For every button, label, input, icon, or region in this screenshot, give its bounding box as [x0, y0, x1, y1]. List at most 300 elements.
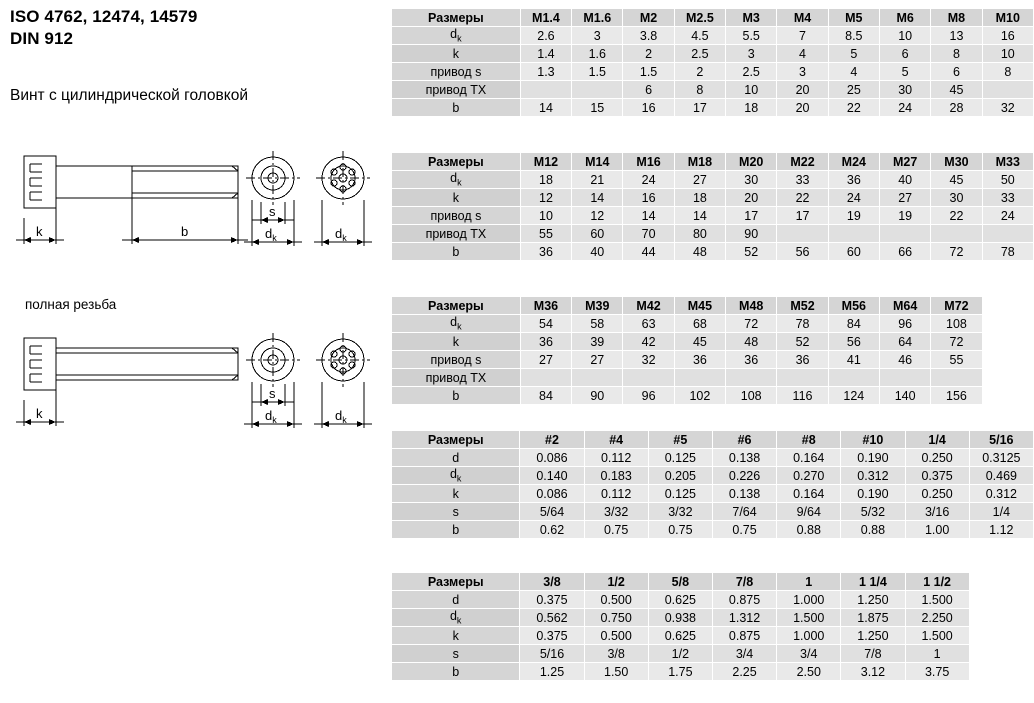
table-cell	[777, 369, 828, 387]
drawing-label-s: s	[269, 204, 276, 219]
row-header: b	[392, 99, 521, 117]
table-row	[392, 467, 1034, 485]
table-row	[392, 243, 1034, 261]
table-cell	[777, 225, 828, 243]
table-cell: 0.938	[648, 609, 712, 627]
table-cell: 0.75	[712, 521, 776, 539]
table-cell: 14	[674, 207, 725, 225]
row-header: привод TX	[392, 81, 521, 99]
table-cell: 50	[982, 171, 1033, 189]
table-cell: 4	[828, 63, 879, 81]
column-header: M64	[879, 297, 930, 315]
table-cell: 0.270	[777, 467, 841, 485]
table-row	[392, 521, 1034, 539]
table-cell: 5/16	[520, 645, 584, 663]
table-cell: 0.112	[584, 449, 648, 467]
table-header-label: Размеры	[392, 9, 521, 27]
table-cell: 5/64	[520, 503, 584, 521]
table-cell: 0.312	[841, 467, 905, 485]
row-header: b	[392, 387, 521, 405]
column-header: M52	[777, 297, 828, 315]
table-cell: 0.500	[584, 627, 648, 645]
row-header: d	[392, 591, 520, 609]
column-header: M45	[674, 297, 725, 315]
table-cell: 22	[828, 99, 879, 117]
table-cell	[931, 369, 982, 387]
table-cell: 36	[520, 243, 571, 261]
table-cell: 116	[777, 387, 828, 405]
table-cell: 1.000	[777, 627, 841, 645]
table-cell: 44	[623, 243, 674, 261]
table-cell: 102	[674, 387, 725, 405]
table-cell: 36	[674, 351, 725, 369]
table-cell: 12	[520, 189, 571, 207]
column-header: M8	[931, 9, 982, 27]
table-row	[392, 171, 1034, 189]
table-cell: 1.250	[841, 591, 905, 609]
table-cell: 0.190	[841, 449, 905, 467]
table-cell: 124	[828, 387, 879, 405]
table-cell: 16	[623, 99, 674, 117]
table-cell	[828, 369, 879, 387]
table-cell: 0.086	[520, 449, 584, 467]
table-cell	[572, 369, 623, 387]
table-cell: 2	[674, 63, 725, 81]
table-cell: 30	[931, 189, 982, 207]
table-cell: 27	[572, 351, 623, 369]
table-cell: 3/8	[584, 645, 648, 663]
table-cell: 24	[623, 171, 674, 189]
table-cell: 0.88	[777, 521, 841, 539]
row-header: b	[392, 521, 520, 539]
table-cell	[982, 351, 1033, 369]
table-cell: 0.875	[712, 591, 776, 609]
table-cell: 0.183	[584, 467, 648, 485]
column-header: 1/2	[584, 573, 648, 591]
table-row	[392, 99, 1034, 117]
table-cell	[982, 369, 1033, 387]
drawing-label-k: k	[36, 224, 43, 239]
table-cell: 17	[726, 207, 777, 225]
table-cell: 56	[777, 243, 828, 261]
table-cell: 108	[931, 315, 982, 333]
table-cell	[982, 387, 1033, 405]
table-row	[392, 333, 1034, 351]
table-cell: 14	[520, 99, 571, 117]
column-header: 1 1/4	[841, 573, 905, 591]
table-cell: 72	[931, 243, 982, 261]
table-cell: 0.205	[648, 467, 712, 485]
table-cell: 6	[931, 63, 982, 81]
table-cell: 33	[982, 189, 1033, 207]
table-cell: 70	[623, 225, 674, 243]
table-cell: 1.500	[905, 627, 969, 645]
table-cell: 45	[931, 81, 982, 99]
table-cell: 54	[520, 315, 571, 333]
table-cell: 0.140	[520, 467, 584, 485]
table-cell: 0.190	[841, 485, 905, 503]
table-cell: 0.164	[777, 449, 841, 467]
table-cell: 10	[726, 81, 777, 99]
table-cell: 0.226	[712, 467, 776, 485]
table-cell: 90	[572, 387, 623, 405]
table-header-label: Размеры	[392, 153, 521, 171]
table-cell: 72	[931, 333, 982, 351]
column-header: M36	[520, 297, 571, 315]
table-cell: 0.62	[520, 521, 584, 539]
table-cell: 15	[572, 99, 623, 117]
table-cell: 7	[777, 27, 828, 45]
table-cell	[969, 591, 1033, 609]
row-header: привод s	[392, 351, 521, 369]
drawing-label-dk-center-2: $d_k$	[265, 408, 277, 425]
table-cell: 1.00	[905, 521, 969, 539]
table-cell: 1.6	[572, 45, 623, 63]
row-header: привод s	[392, 207, 521, 225]
table-cell: 1.312	[712, 609, 776, 627]
column-header: 5/8	[648, 573, 712, 591]
table-cell: 3/32	[648, 503, 712, 521]
table-cell: 45	[674, 333, 725, 351]
table-cell: 0.75	[584, 521, 648, 539]
column-header: 7/8	[712, 573, 776, 591]
row-header: привод TX	[392, 225, 521, 243]
table-cell	[969, 609, 1033, 627]
table-cell: 46	[879, 351, 930, 369]
table-cell: 1.250	[841, 627, 905, 645]
table-cell: 1.50	[584, 663, 648, 681]
table-cell: 1.12	[969, 521, 1033, 539]
dimension-table	[391, 296, 1034, 405]
column-header: M10	[982, 9, 1033, 27]
table-cell: 2.250	[905, 609, 969, 627]
table-cell	[969, 645, 1033, 663]
left-column	[0, 0, 386, 703]
column-header: M39	[572, 297, 623, 315]
table-cell	[982, 315, 1033, 333]
table-row	[392, 609, 1034, 627]
table-cell: 0.250	[905, 449, 969, 467]
table-cell: 32	[623, 351, 674, 369]
table-cell: 42	[623, 333, 674, 351]
column-header: M6	[879, 9, 930, 27]
table-row	[392, 591, 1034, 609]
table-cell	[982, 225, 1033, 243]
column-header: #5	[648, 431, 712, 449]
screw-drawing-partial-thread	[2, 140, 388, 290]
table-cell	[879, 369, 930, 387]
table-cell: 0.375	[520, 591, 584, 609]
table-cell: 14	[623, 207, 674, 225]
dimension-table-metric-medium	[391, 152, 1034, 261]
table-cell	[520, 81, 571, 99]
page-title	[10, 6, 370, 50]
column-header: M12	[520, 153, 571, 171]
table-cell: 0.125	[648, 485, 712, 503]
table-cell: 39	[572, 333, 623, 351]
table-cell: 27	[520, 351, 571, 369]
row-header: $d_k$	[392, 315, 521, 333]
table-row	[392, 207, 1034, 225]
table-row	[392, 387, 1034, 405]
column-header: M33	[982, 153, 1033, 171]
table-row	[392, 225, 1034, 243]
column-header: M72	[931, 297, 982, 315]
table-cell	[879, 225, 930, 243]
table-cell: 27	[674, 171, 725, 189]
table-cell: 80	[674, 225, 725, 243]
column-header: 1/4	[905, 431, 969, 449]
row-header: $d_k$	[392, 609, 520, 627]
table-cell: 84	[520, 387, 571, 405]
column-header: M24	[828, 153, 879, 171]
table-row	[392, 627, 1034, 645]
table-cell: 63	[623, 315, 674, 333]
column-header: M16	[623, 153, 674, 171]
column-header: M1.4	[520, 9, 571, 27]
table-cell: 10	[982, 45, 1033, 63]
full-thread-label: полная резьба	[25, 297, 117, 312]
table-cell: 17	[674, 99, 725, 117]
table-cell: 3.75	[905, 663, 969, 681]
dimension-table-imperial-large	[391, 572, 1034, 681]
table-cell: 18	[520, 171, 571, 189]
table-cell: 0.138	[712, 449, 776, 467]
dimension-table	[391, 572, 1034, 681]
table-row	[392, 351, 1034, 369]
table-cell	[982, 81, 1033, 99]
table-cell: 0.125	[648, 449, 712, 467]
screw-drawing-full-thread	[2, 322, 388, 472]
drawing-label-b: b	[181, 224, 189, 239]
table-cell: 0.164	[777, 485, 841, 503]
table-cell: 56	[828, 333, 879, 351]
column-header: M27	[879, 153, 930, 171]
table-row	[392, 449, 1034, 467]
row-header: $d_k$	[392, 27, 521, 45]
table-cell: 4	[777, 45, 828, 63]
table-cell: 78	[982, 243, 1033, 261]
table-cell: 16	[623, 189, 674, 207]
table-cell: 1.875	[841, 609, 905, 627]
column-header: M18	[674, 153, 725, 171]
page-title-line-1: ISO 4762, 12474, 14579	[10, 7, 198, 26]
table-cell: 40	[879, 171, 930, 189]
table-cell: 8	[931, 45, 982, 63]
table-row	[392, 503, 1034, 521]
table-cell: 5.5	[726, 27, 777, 45]
table-cell: 24	[828, 189, 879, 207]
table-cell: 84	[828, 315, 879, 333]
column-header: M14	[572, 153, 623, 171]
table-cell: 0.562	[520, 609, 584, 627]
table-cell: 1.3	[520, 63, 571, 81]
table-cell: 5	[879, 63, 930, 81]
table-cell: 0.88	[841, 521, 905, 539]
table-cell: 30	[726, 171, 777, 189]
table-cell: 64	[879, 333, 930, 351]
table-row	[392, 81, 1034, 99]
table-cell: 2.25	[712, 663, 776, 681]
table-cell	[931, 225, 982, 243]
table-header-label: Размеры	[392, 431, 520, 449]
table-cell: 36	[726, 351, 777, 369]
table-cell: 40	[572, 243, 623, 261]
dimension-table-imperial-small	[391, 430, 1034, 539]
drawing-label-dk-center: $d_k$	[265, 226, 277, 243]
column-header: M56	[828, 297, 879, 315]
table-cell	[572, 81, 623, 99]
table-cell: 2.5	[726, 63, 777, 81]
table-cell	[828, 225, 879, 243]
column-header: 3/8	[520, 573, 584, 591]
drawing-label-s-2: s	[269, 386, 276, 401]
table-cell: 60	[572, 225, 623, 243]
column-header: M30	[931, 153, 982, 171]
table-row	[392, 315, 1034, 333]
table-cell: 10	[520, 207, 571, 225]
row-header: s	[392, 503, 520, 521]
table-cell: 30	[879, 81, 930, 99]
table-cell: 32	[982, 99, 1033, 117]
table-cell: 45	[931, 171, 982, 189]
column-header: M4	[777, 9, 828, 27]
table-header-label: Размеры	[392, 573, 520, 591]
table-cell: 2	[623, 45, 674, 63]
column-header: 1	[777, 573, 841, 591]
row-header: $d_k$	[392, 467, 520, 485]
column-header	[969, 573, 1033, 591]
table-cell: 33	[777, 171, 828, 189]
row-header: k	[392, 45, 521, 63]
table-cell: 0.086	[520, 485, 584, 503]
table-cell: 3.8	[623, 27, 674, 45]
column-header: M42	[623, 297, 674, 315]
table-cell: 1.000	[777, 591, 841, 609]
table-cell: 1	[905, 645, 969, 663]
dimension-table	[391, 152, 1034, 261]
table-cell: 108	[726, 387, 777, 405]
table-cell: 18	[674, 189, 725, 207]
table-cell: 36	[777, 351, 828, 369]
table-cell: 140	[879, 387, 930, 405]
table-cell: 4.5	[674, 27, 725, 45]
table-cell	[982, 333, 1033, 351]
table-row	[392, 27, 1034, 45]
table-cell: 27	[879, 189, 930, 207]
table-cell: 1.500	[905, 591, 969, 609]
column-header: M5	[828, 9, 879, 27]
table-cell: 28	[931, 99, 982, 117]
column-header: M1.6	[572, 9, 623, 27]
dimension-table-metric-large	[391, 296, 1034, 405]
table-cell: 0.375	[520, 627, 584, 645]
column-header: M20	[726, 153, 777, 171]
column-header: #4	[584, 431, 648, 449]
table-cell: 2.5	[674, 45, 725, 63]
table-row	[392, 189, 1034, 207]
table-cell: 0.469	[969, 467, 1033, 485]
table-cell: 18	[726, 99, 777, 117]
table-cell: 25	[828, 81, 879, 99]
table-cell: 19	[879, 207, 930, 225]
table-cell: 78	[777, 315, 828, 333]
table-row	[392, 645, 1034, 663]
table-cell: 22	[931, 207, 982, 225]
column-header: #10	[841, 431, 905, 449]
table-cell: 36	[828, 171, 879, 189]
table-cell: 19	[828, 207, 879, 225]
column-header: #6	[712, 431, 776, 449]
table-cell: 66	[879, 243, 930, 261]
table-cell: 24	[982, 207, 1033, 225]
table-cell: 1.75	[648, 663, 712, 681]
table-cell: 3/4	[712, 645, 776, 663]
drawing-label-k-2: k	[36, 406, 43, 421]
table-cell: 90	[726, 225, 777, 243]
table-cell: 41	[828, 351, 879, 369]
table-cell: 7/8	[841, 645, 905, 663]
dimension-table	[391, 430, 1034, 539]
drawing-label-dk-right: $d_k$	[335, 226, 347, 243]
table-cell	[520, 369, 571, 387]
table-cell: 1.4	[520, 45, 571, 63]
table-row	[392, 45, 1034, 63]
table-cell	[674, 369, 725, 387]
table-cell: 0.625	[648, 627, 712, 645]
table-cell: 7/64	[712, 503, 776, 521]
table-cell: 55	[931, 351, 982, 369]
row-header: b	[392, 243, 521, 261]
table-cell: 2.50	[777, 663, 841, 681]
table-cell: 12	[572, 207, 623, 225]
table-cell: 0.3125	[969, 449, 1033, 467]
table-cell: 20	[777, 99, 828, 117]
table-cell: 8	[674, 81, 725, 99]
table-cell: 1/2	[648, 645, 712, 663]
table-header-label: Размеры	[392, 297, 521, 315]
table-cell: 55	[520, 225, 571, 243]
table-cell: 3	[726, 45, 777, 63]
table-cell: 96	[623, 387, 674, 405]
table-cell: 21	[572, 171, 623, 189]
table-cell: 24	[879, 99, 930, 117]
table-cell: 72	[726, 315, 777, 333]
table-cell: 8	[982, 63, 1033, 81]
column-header: M2	[623, 9, 674, 27]
table-cell: 10	[879, 27, 930, 45]
table-cell: 1.5	[623, 63, 674, 81]
row-header: k	[392, 333, 521, 351]
column-header	[982, 297, 1033, 315]
table-cell: 48	[674, 243, 725, 261]
table-cell: 0.112	[584, 485, 648, 503]
table-cell	[969, 627, 1033, 645]
table-cell: 5	[828, 45, 879, 63]
table-cell: 3/32	[584, 503, 648, 521]
table-cell: 9/64	[777, 503, 841, 521]
table-cell: 156	[931, 387, 982, 405]
row-header: k	[392, 189, 521, 207]
table-cell: 52	[777, 333, 828, 351]
table-cell	[969, 663, 1033, 681]
dimension-table	[391, 8, 1034, 117]
column-header: 1 1/2	[905, 573, 969, 591]
dimension-table-metric-small	[391, 8, 1034, 117]
table-cell: 1.25	[520, 663, 584, 681]
page-title-line-2: DIN 912	[10, 29, 74, 48]
row-header: k	[392, 627, 520, 645]
